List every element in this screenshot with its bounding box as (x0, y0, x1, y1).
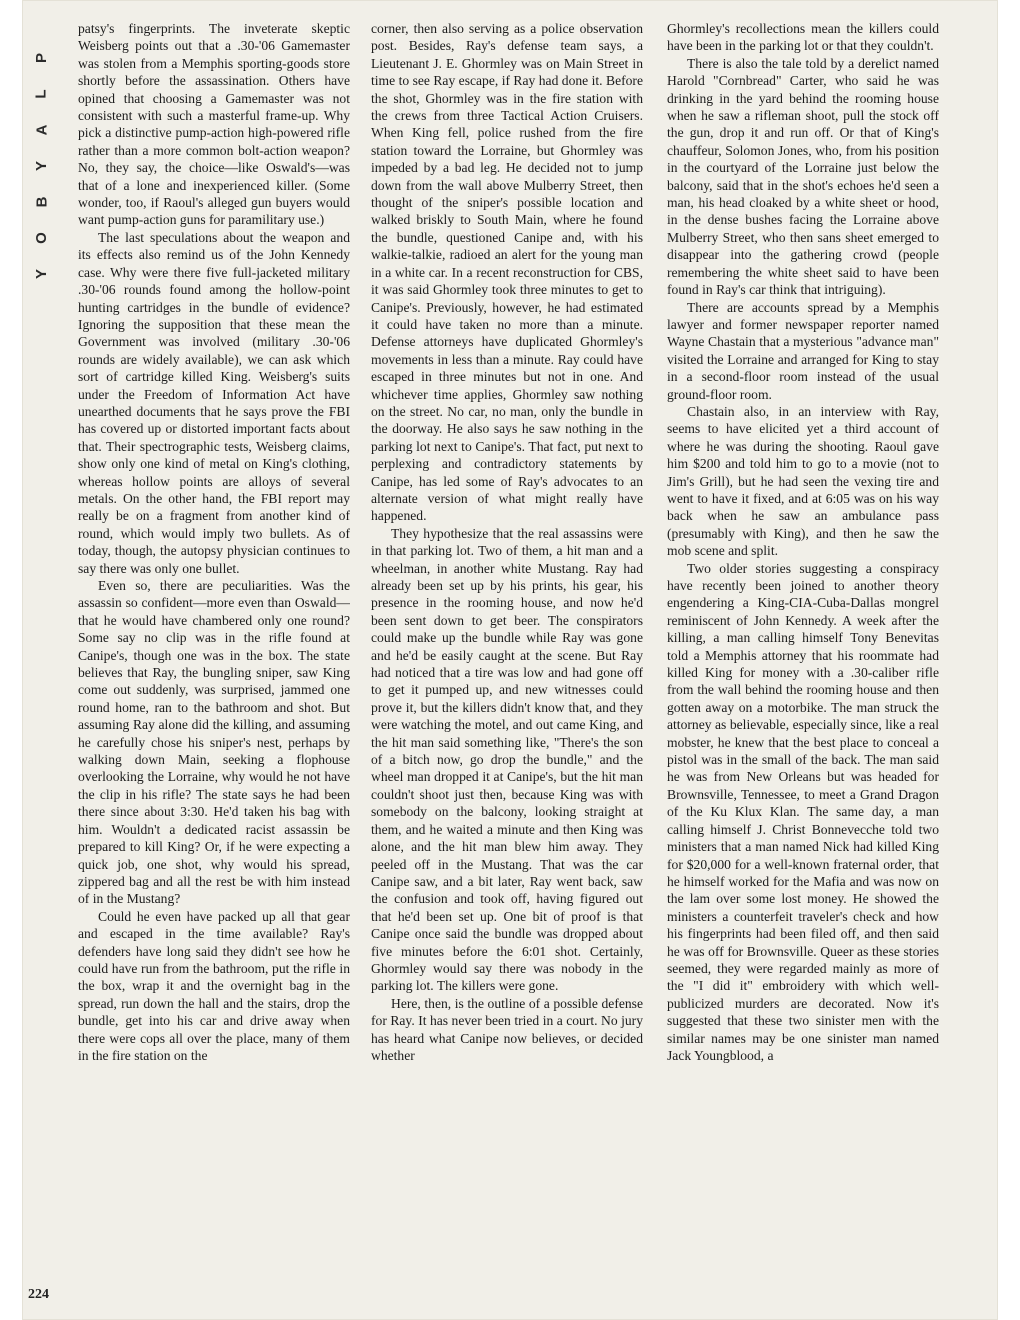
magazine-sidebar-title (28, 40, 56, 290)
sidebar-letter: O (32, 232, 50, 244)
paragraph: Here, then, is the outline of a possible defense for Ray. It has never been tried in a court. No jury has heard what Canipe now believes, or decided whether (371, 995, 643, 1063)
paragraph: patsy's fingerprints. The inveterate skeptic Weisberg points out that a .30-'06 Gamemaster was stolen from a Memphis sporting-goods store shortly before the assassination. Others have opined that choosing a Gamemaster was not consistent with such a masterful frame-up. Why pick a distinctive pump-action high-powered rifle rather than a more common bolt-action weapon? No, they say, the choice—like Oswald's—was that of a lone and inexperienced killer. (Some wonder, too, if Raoul's alleged gun buyers would want pump-action guns for paramilitary use.) (78, 21, 350, 228)
page-number: 224 (28, 1287, 49, 1302)
paragraph: Two older stories suggesting a conspiracy have recently been joined to another theory engendering a King-CIA-Cuba-Dallas mongrel reminiscent of John Kennedy. A week after the killing, a man calling himself Tony Benevitas told a Memphis attorney that his roommate had killed King for money with a .30-caliber rifle from the wall behind the rooming house and then gotten away on a motorbike. The man struck the attorney as believable, especially since, like a real mobster, he knew that the best place to conceal a pistol was in the small of the back. The man said he was from New Orleans but was headed for Brownsville, Tennessee, to meet a Grand Dragon of the Ku Klux Klan. The same day, a man calling himself J. Christ Bonnevecche told two ministers that a man named Nick had killed King for $20,000 for a well-known fraternal order, that he himself worked for the Mafia and was now on the lam over some lost money. He showed the ministers a counterfeit traveler's check and how his fingerprints had been filed off, and then said he was off for Brownsville. Queer as these stories seemed, they were regarded mainly as more of the "I did it" embroidery with which well-publicized murders are decorated. Now it's suggested that these two sinister men with the similar names may be one sinister man named Jack Youngblood, a (667, 560, 939, 1063)
sidebar-letter: Y (32, 268, 50, 280)
sidebar-letter: Y (32, 160, 50, 172)
paragraph: Could he even have packed up all that gear and escaped in the time available? Ray's defenders have long said they didn't see how he could have run from the bathroom, put the rifle in the box, wrap it and the overnight bag in the spread, run down the hall and the stairs, drop the bundle, get into his car and drive away when there were cops all over the place, many of them in the fire station on the (78, 908, 350, 1063)
paragraph: There is also the tale told by a derelict named Harold "Cornbread" Carter, who said he was drinking in the yard behind the rooming house when he saw a rifleman shoot, pull the stock off the gun, drop it and run off. Or that of King's chauffeur, Solomon Jones, who, from his position in the courtyard of the Lorraine just below the balcony, said that in the shot's echoes he'd seen a man, his head cloaked by a white sheet or hood, in the dense bushes facing the Lorraine above Mulberry Street, who then sans sheet emerged to disappear into the gathering crowd (people remembering the white sheet said to have been found in Ray's car think that intriguing). (667, 55, 939, 298)
paragraph: The last speculations about the weapon and its effects also remind us of the John Kennedy case. Why were there five full-jacketed military .30-'06 rounds found among the hollow-point hunting cartridges in the bundle of evidence? Ignoring the supposition that these mean the Government was involved (military .30-'06 rounds are widely available), we can ask which sort of cartridge killed King. Weisberg's suits under the Freedom of Information Act have unearthed documents that he says prove the FBI has covered up or distorted important facts about that. Their spectrographic tests, Weisberg claims, show only one kind of metal on King's clothing, whereas hollow points are alloys of several metals. On the other hand, the FBI report may really be on a fragment from another kind of round, which would imply two bullets. As of today, though, the autopsy physician continues to say there was only one bullet. (78, 229, 350, 576)
paragraph: corner, then also serving as a police observation post. Besides, Ray's defense team says, a Lieutenant J. E. Ghormley was on Main Street in time to see Ray escape, if Ray had done it. Before the shot, Ghormley was in the fire station with the crews from three Tactical Action Cruisers. When King fell, police rushed from the fire station toward the Lorraine, but Ghormley was impeded by a bad leg. He decided not to jump down from the wall above Mulberry Street, then thought of the sniper's possible location and walked briskly to South Main, where he found the bundle, questioned Canipe and, with his walkie-talkie, radioed an alert for the young man in a white car. In a recent reconstruction for CBS, it was said Ghormley took three minutes to get to Canipe's. Previously, however, he had estimated it could have taken no more than a minute. Defense attorneys have duplicated Ghormley's movements in less than a minute. Ray could have escaped in three minutes but not in one. And whichever time applies, Ghormley saw nothing on the street. No car, no man, only the bundle in the doorway. He also says he saw nothing in the parking lot next to Canipe's. That fact, put next to perplexing and contradictory statements by Canipe, has led some of Ray's advocates to an alternate version of what might really have happened. (371, 21, 643, 524)
magazine-page (22, 0, 998, 1320)
sidebar-letter: P (32, 52, 50, 64)
paragraph: They hypothesize that the real assassins were in that parking lot. Two of them, a hit man and a wheelman, in another white Mustang. Ray had already been set up by his prints, his gear, his presence in the rooming house, and now he'd been sent down to get beer. The conspirators could make up the bundle while Ray was gone and he'd be easily caught at the scene. But Ray had noticed that a tire was low and had gone off to get it pumped up, and new witnesses could prove it, but the killers didn't know that, and they were watching the motel, and out came King, and the hit man said something like, "There's the son of a bitch now, go drop the bundle," and the wheel man dropped it at Canipe's, but the hit man couldn't shoot just then, because King was with somebody on the balcony, looking straight at them, and he waited a minute and then King was alone, and the hit man blew him away. They peeled off in the Mustang. That was the car Canipe saw, and a bit later, Ray went back, saw the confusion and took off, having figured out that he'd been set up. One bit of proof is that Canipe once said the bundle was dropped about five minutes before the 6:01 shot. Certainly, Ghormley would say there was nobody in the parking lot. The killers were gone. (371, 525, 643, 994)
sidebar-letter: B (33, 196, 50, 208)
paragraph: Chastain also, in an interview with Ray, seems to have elicited yet a third account of where he was during the shooting. Raoul gave him $200 and told him to go to a movie (not to Jim's Grill), but he had seen the vexing tire and went to have it fixed, and at 6:05 was on his way back when he saw an ambulance pass (presumably with King), and then he saw the mob scene and split. (667, 403, 939, 559)
text-column-1 (78, 20, 350, 1310)
text-column-3 (667, 20, 939, 1310)
sidebar-letter: A (33, 124, 50, 136)
sidebar-letter: L (32, 89, 50, 99)
text-column-2 (371, 20, 643, 1310)
paragraph: There are accounts spread by a Memphis lawyer and former newspaper reporter named Wayne Chastain that a mysterious "advance man" visited the Lorraine and arranged for King to stay in a second-floor room instead of the usual ground-floor room. (667, 299, 939, 402)
paragraph: Ghormley's recollections mean the killers could have been in the parking lot or that they couldn't. (667, 21, 939, 54)
paragraph: Even so, there are peculiarities. Was the assassin so confident—more even than Oswald—that he would have chambered only one round? Some say no clip was in the rifle found at Canipe's, though one was in the box. The state believes that Ray, the bungling sniper, saw King come out suddenly, was surprised, jammed one round home, ran to the bathroom and shot. But assuming Ray alone did the killing, and assuming he carefully chose his sniper's nest, perhaps by walking down Main, seeking a flophouse overlooking the Lorraine, why would he not have the clip in his rifle? The state says he had been there since about 3:30. He'd taken his bag with him. Wouldn't a dedicated racist assassin be prepared to kill King? Or, if he were expecting a quick job, one shot, why would his spread, zippered bag and all the rest be with him instead of in the Mustang? (78, 578, 350, 907)
